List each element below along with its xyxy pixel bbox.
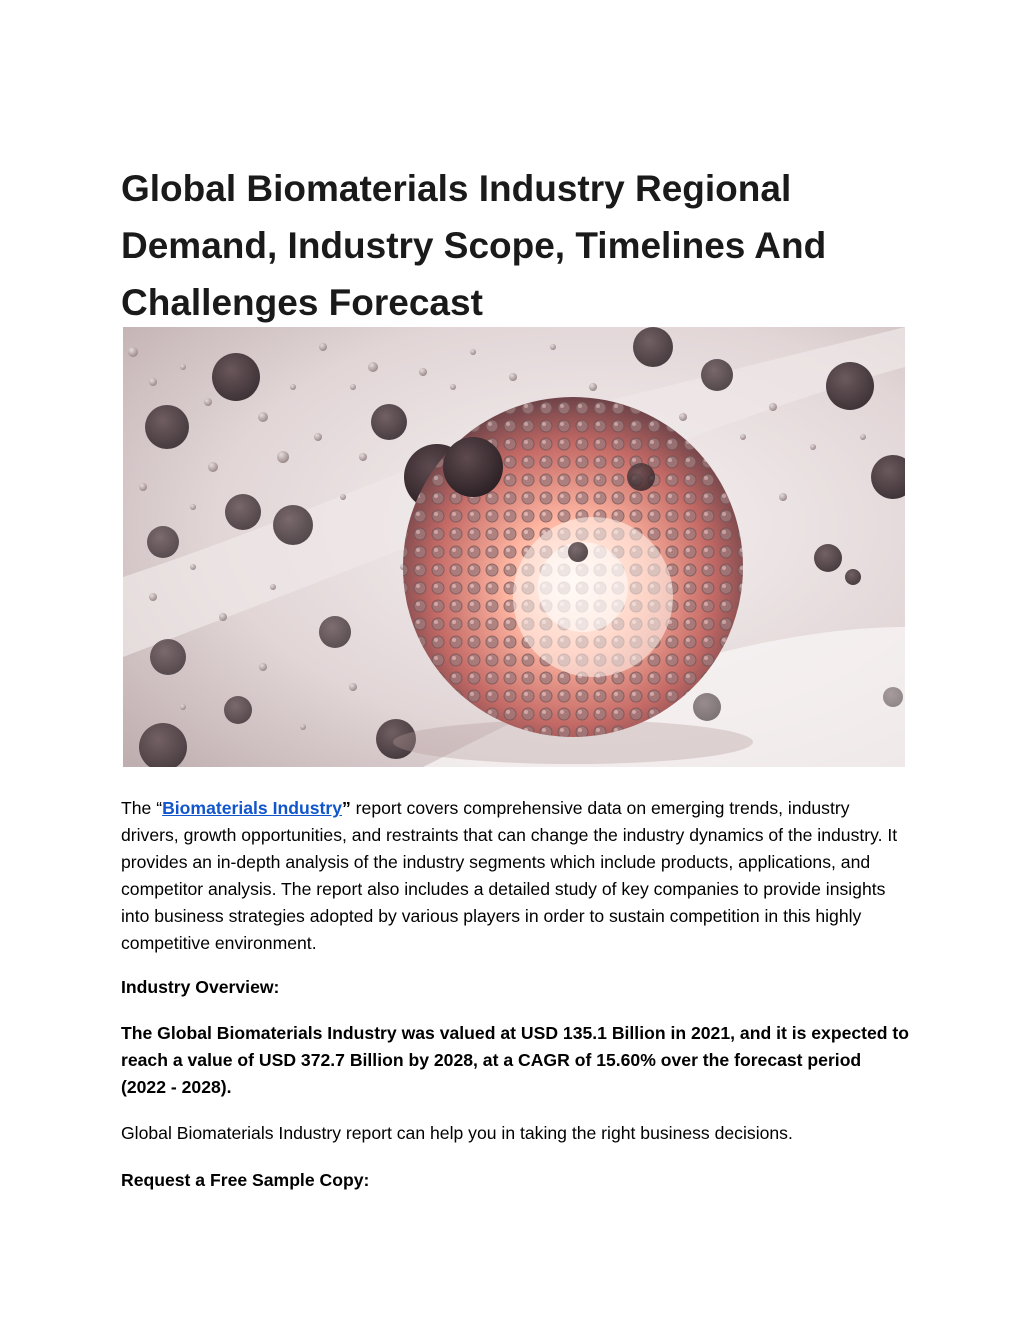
intro-body: report covers comprehensive data on emerging trends, industry drivers, growth opportunities, and restraints that can change the industry dynamics of the industry. It provides an in-depth analysis of the industry segments which include products, applications, and competitor analysis. The report also includes a detailed study of key companies to provide insights into business strategies adopted by various players in order to sustain competition in this highly competitive environment. (121, 798, 898, 953)
intro-close-quote: ” (341, 798, 351, 818)
request-sample-heading: Request a Free Sample Copy: (121, 1170, 370, 1190)
market-value-statement: The Global Biomaterials Industry was valued at USD 135.1 Billion in 2021, and it is expected to reach a value of USD 372.7 Billion by 2028, at a CAGR of 15.60% over the forecast period (2022 - 2028). (121, 1023, 910, 1097)
hero-image-biomaterial-sphere (123, 327, 905, 767)
intro-prefix: The “ (121, 798, 163, 818)
report-help-text: Global Biomaterials Industry report can help you in taking the right business decisions. (121, 1123, 793, 1143)
industry-overview-heading: Industry Overview: (121, 977, 280, 997)
page-title: Global Biomaterials Industry Regional Demand, Industry Scope, Timelines And Challenges Forecast (121, 168, 827, 323)
biomaterials-industry-link[interactable]: Biomaterials Industry (162, 798, 342, 818)
intro-paragraph (121, 795, 911, 957)
